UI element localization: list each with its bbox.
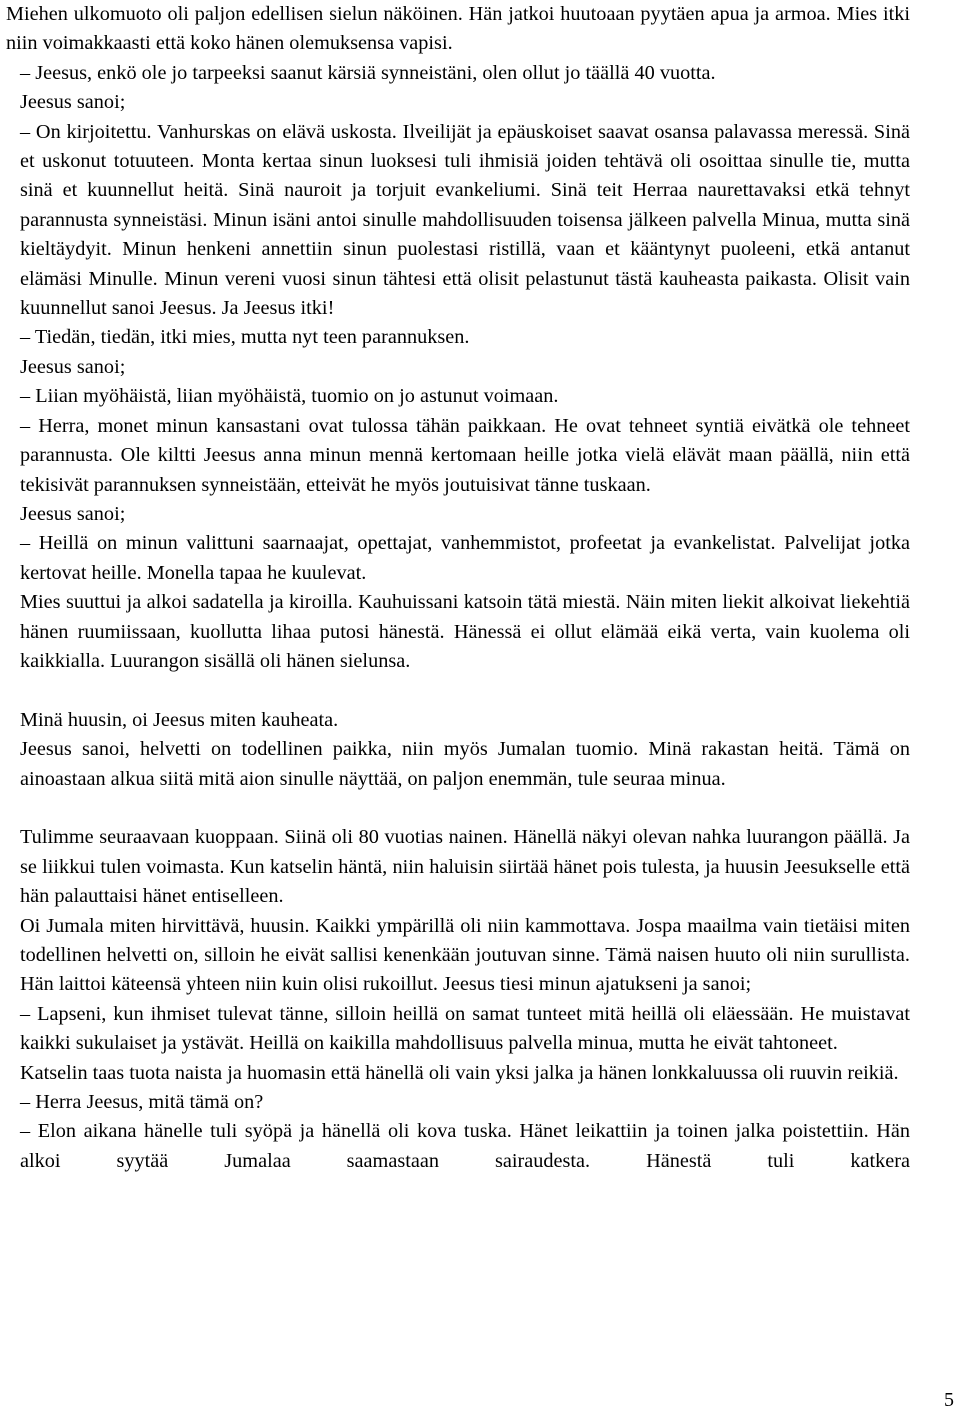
dialogue-line: – Herra Jeesus, mitä tämä on?: [20, 1091, 264, 1113]
paragraph: Jeesus sanoi, helvetti on todellinen paikka, niin myös Jumalan tuomio. Minä rakastan heitä. Tämä on ainoastaan alkua siitä mitä aion sinulle näyttää, on paljon enemmän, tule seuraa minua.: [20, 738, 910, 790]
paragraph: Minä huusin, oi Jeesus miten kauheata.: [20, 708, 339, 731]
paragraph: Miehen ulkomuoto oli paljon edellisen sielun näköinen. Hän jatkoi huutoaan pyytäen apua ja armoa. Mies itki niin voimakkaasti että koko hänen olemuksensa vapisi.: [6, 3, 910, 55]
paragraph: Tulimme seuraavaan kuoppaan. Siinä oli 80 vuotias nainen. Hänellä näkyi olevan nahka luurangon päällä. Ja se liikkui tulen voimasta. Kun katselin häntä, niin haluisin siirtää hänet pois tulesta, ja huusin Jeesukselle että hän palauttaisi hänet entiselleen.: [20, 826, 910, 908]
speaker-line: Jeesus sanoi;: [20, 91, 126, 114]
paragraph: Katselin taas tuota naista ja huomasin että hänellä oli vain yksi jalka ja hänen lonkkaluussa oli ruuvin reikiä.: [20, 1061, 899, 1084]
dialogue-line: – Jeesus, enkö ole jo tarpeeksi saanut kärsiä synneistäni, olen ollut jo täällä 40 vuotta.: [20, 61, 716, 84]
dialogue-line: – Heillä on minun valittuni saarnaajat, opettajat, vanhemmistot, profeetat ja evankelistat. Palvelijat jotka kertovat heille. Monella tapaa he kuulevat.: [20, 532, 910, 584]
blank-line: [6, 676, 910, 705]
document-page: [6, 0, 910, 1176]
dialogue-line: – Lapseni, kun ihmiset tulevat tänne, silloin heillä on samat tunteet mitä heillä oli eläessään. He muistavat kaikki sukulaiset ja ystävät. Heillä on kaikilla mahdollisuus palvella minua, mutta he eivät tahtoneet.: [20, 1002, 910, 1055]
dialogue-line: – Tiedän, tiedän, itki mies, mutta nyt teen parannuksen.: [20, 326, 470, 349]
page-number: 5: [944, 1389, 954, 1411]
dialogue-line: – Elon aikana hänelle tuli syöpä ja hänellä oli kova tuska. Hänet leikattiin ja toinen jalka poistettiin. Hän alkoi syytää Jumalaa saamastaan sairaudesta. Hänestä tuli katkera: [20, 1120, 910, 1172]
paragraph: Mies suuttui ja alkoi sadatella ja kiroilla. Kauhuissani katsoin tätä miestä. Näin miten liekit alkoivat liekehtiä hänen ruumiissaan, kuollutta lihaa putosi hänestä. Hänessä ei ollut elämää eikä verta, vain kuolema oli kaikkialla. Luurangon sisällä oli hänen sielunsa.: [20, 591, 910, 672]
speaker-line: Jeesus sanoi;: [20, 355, 126, 378]
dialogue-line: – Liian myöhäistä, liian myöhäistä, tuomio on jo astunut voimaan.: [20, 385, 559, 408]
speaker-line: Jeesus sanoi;: [20, 502, 126, 525]
paragraph: Oi Jumala miten hirvittävä, huusin. Kaikki ympärillä oli niin kammottava. Jospa maailma vain tietäisi miten todellinen helvetti on, silloin he eivät sallisi kenenkään joutuvan sinne. Tämä naisen huuto oli niin surullista. Hän laittoi käteensä yhteen niin kuin olisi rukoillut. Jeesus tiesi minun ajatukseni ja sanoi;: [20, 914, 910, 996]
dialogue-line: – Herra, monet minun kansastani ovat tulossa tähän paikkaan. He ovat tehneet syntiä eivätkä ole tehneet parannusta. Ole kiltti Jeesus anna minun mennä kertomaan heille jotka vielä elävät maan päällä, niin että tekisivät parannuksen synneistään, etteivät he myös joutuisivat tänne tuskaan.: [20, 414, 910, 496]
dialogue-line: – On kirjoitettu. Vanhurskas on elävä uskosta. Ilveilijät ja epäuskoiset saavat osansa palavassa meressä. Sinä et uskonut totuuteen. Monta kertaa sinun luoksesi tuli ihmisiä joiden tehtävä oli osoittaa sinulle tie, mutta sinä et kuunnellut heitä. Sinä nauroit ja torjuit evankeliumi. Sinä teit Herraa naurettavaksi etkä tehnyt parannusta synneistäsi. Minun isäni antoi sinulle mahdollisuuden toisensa jälkeen palvella Minua, mutta sinä kieltäydyit. Minun henkeni annettiin sinun puolestasi ristillä, vaan et kääntynyt puoleeni, etkä antanut elämäsi Minulle. Minun vereni vuosi sinun tähtesi että olisit pelastunut tästä kauheasta paikasta. Olisit vain kuunnellut sanoi Jeesus. Ja Jeesus itki!: [20, 120, 910, 320]
blank-line: [6, 794, 910, 823]
